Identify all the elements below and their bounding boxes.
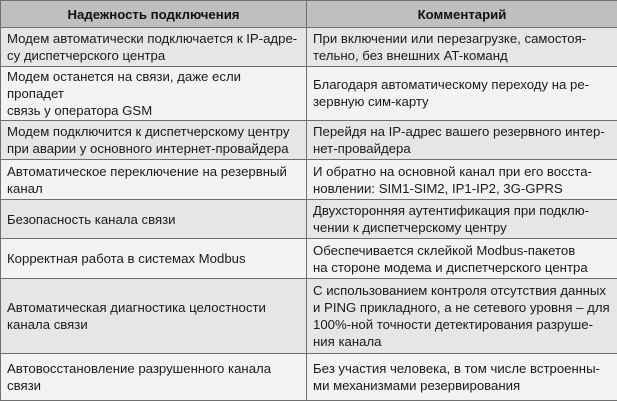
table-row [1,66,617,120]
comment-cell: Обеспечивается склейкой Modbus-пакетов на стороне модема и диспетчерского центра [307,239,617,279]
feature-cell: Безопасность канала связи [1,199,307,239]
comment-cell: Благодаря автоматическому переходу на ре- зервную сим-карту [307,66,617,120]
comment-cell: При включении или перезагрузке, самостоя- тельно, без внешних AT-команд [307,28,617,67]
feature-cell: Модем автоматически подключается к IP-адре- су диспетчерского центра [1,28,307,67]
column-header-comment: Комментарий [307,1,617,28]
table-row [1,354,617,401]
table-row [1,239,617,279]
column-header-reliability: Надежность подключения [1,1,307,28]
comment-cell: И обратно на основной канал при его восста- новлении: SIM1-SIM2, IP1-IP2, 3G-GPRS [307,160,617,200]
comment-cell: Без участия человека, в том числе встроенны- ми механизмами резервирования [307,354,617,401]
comment-cell: Перейдя на IP-адрес вашего резервного интер- нет-провайдера [307,120,617,160]
feature-cell: Автовосстановление разрушенного канала связи [1,354,307,401]
feature-cell: Модем подключится к диспетчерскому центру при аварии у основного интернет-провайдера [1,120,307,160]
feature-cell: Автоматическое переключение на резервный канал [1,160,307,200]
table-row [1,199,617,239]
table-row [1,28,617,67]
table-header-row [1,1,617,28]
table-row [1,120,617,160]
table-row [1,160,617,200]
table-row [1,279,617,354]
feature-cell: Корректная работа в системах Modbus [1,239,307,279]
comment-cell: Двухсторонняя аутентификация при подклю- чении к диспетчерскому центру [307,199,617,239]
feature-cell: Модем останется на связи, даже если пропадет связь у оператора GSM [1,66,307,120]
comment-cell: С использованием контроля отсутствия данных и PING прикладного, а не сетевого уровня – для 100%-ной точности детектирования разруше- ния канала [307,279,617,354]
feature-cell: Автоматическая диагностика целостности канала связи [1,279,307,354]
